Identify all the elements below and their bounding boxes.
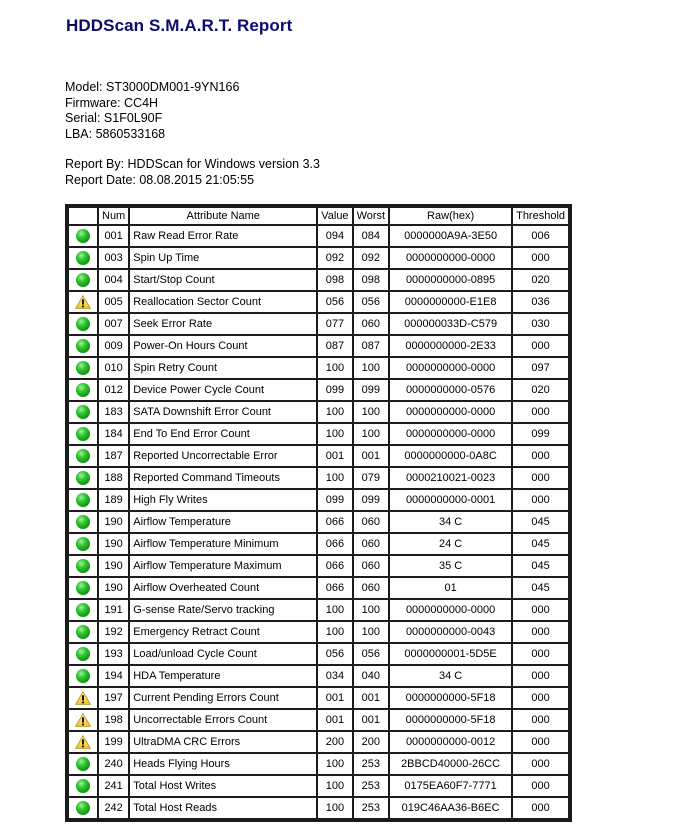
table-row	[69, 292, 568, 312]
raw-cell: 0000000000-0895	[390, 270, 511, 290]
attribute-name-cell: Load/unload Cycle Count	[130, 644, 316, 664]
table-row	[69, 798, 568, 818]
threshold-cell: 000	[513, 776, 568, 796]
raw-cell: 34 C	[390, 512, 511, 532]
num-cell: 007	[99, 314, 128, 334]
value-cell: 100	[318, 468, 351, 488]
ok-status-icon	[76, 361, 90, 375]
attribute-name-cell: Airflow Temperature Maximum	[130, 556, 316, 576]
num-cell: 199	[99, 732, 128, 752]
threshold-cell: 000	[513, 798, 568, 818]
value-cell: 066	[318, 578, 351, 598]
ok-status-icon	[76, 339, 90, 353]
table-row	[69, 754, 568, 774]
table-row	[69, 732, 568, 752]
table-row	[69, 446, 568, 466]
threshold-cell: 097	[513, 358, 568, 378]
threshold-cell: 045	[513, 578, 568, 598]
worst-cell: 253	[354, 776, 389, 796]
ok-status-icon	[76, 229, 90, 243]
threshold-cell: 045	[513, 534, 568, 554]
num-cell: 198	[99, 710, 128, 730]
worst-cell: 099	[354, 490, 389, 510]
attribute-name-cell: Raw Read Error Rate	[130, 226, 316, 246]
value-cell: 077	[318, 314, 351, 334]
table-row	[69, 424, 568, 444]
table-row	[69, 710, 568, 730]
firmware-line: Firmware: CC4H	[65, 95, 159, 110]
ok-status-icon	[76, 625, 90, 639]
status-cell	[69, 556, 97, 576]
ok-status-icon	[76, 669, 90, 683]
ok-status-icon	[76, 251, 90, 265]
num-cell: 197	[99, 688, 128, 708]
threshold-cell: 000	[513, 688, 568, 708]
value-cell: 001	[318, 710, 351, 730]
header-threshold: Threshold	[513, 208, 568, 224]
value-cell: 066	[318, 534, 351, 554]
raw-cell: 0000000000-5F18	[390, 710, 511, 730]
worst-cell: 087	[354, 336, 389, 356]
attribute-name-cell: UltraDMA CRC Errors	[130, 732, 316, 752]
status-cell	[69, 446, 97, 466]
value-cell: 200	[318, 732, 351, 752]
report-title: HDDScan S.M.A.R.T. Report	[66, 16, 293, 35]
status-cell	[69, 732, 97, 752]
status-cell	[69, 226, 97, 246]
value-cell: 066	[318, 512, 351, 532]
num-cell: 193	[99, 644, 128, 664]
ok-status-icon	[76, 537, 90, 551]
raw-cell: 0000000000-5F18	[390, 688, 511, 708]
num-cell: 191	[99, 600, 128, 620]
num-cell: 187	[99, 446, 128, 466]
value-cell: 087	[318, 336, 351, 356]
attribute-name-cell: Start/Stop Count	[130, 270, 316, 290]
header-worst: Worst	[354, 208, 389, 224]
ok-status-icon	[76, 427, 90, 441]
ok-status-icon	[76, 317, 90, 331]
attribute-name-cell: Airflow Overheated Count	[130, 578, 316, 598]
threshold-cell: 045	[513, 556, 568, 576]
raw-cell: 35 C	[390, 556, 511, 576]
value-cell: 099	[318, 380, 351, 400]
num-cell: 190	[99, 578, 128, 598]
threshold-cell: 030	[513, 314, 568, 334]
table-row	[69, 688, 568, 708]
header-value: Value	[318, 208, 351, 224]
ok-status-icon	[76, 779, 90, 793]
threshold-cell: 036	[513, 292, 568, 312]
attribute-name-cell: SATA Downshift Error Count	[130, 402, 316, 422]
worst-cell: 060	[354, 578, 389, 598]
threshold-cell: 000	[513, 644, 568, 664]
threshold-cell: 000	[513, 402, 568, 422]
attribute-name-cell: HDA Temperature	[130, 666, 316, 686]
worst-cell: 200	[354, 732, 389, 752]
threshold-cell: 045	[513, 512, 568, 532]
attribute-name-cell: Power-On Hours Count	[130, 336, 316, 356]
ok-status-icon	[76, 757, 90, 771]
status-cell	[69, 754, 97, 774]
raw-cell: 01	[390, 578, 511, 598]
serial-line: Serial: S1F0L90F	[65, 111, 163, 125]
lba-line: LBA: 5860533168	[65, 126, 166, 141]
threshold-cell: 000	[513, 754, 568, 774]
value-cell: 092	[318, 248, 351, 268]
worst-cell: 001	[354, 688, 389, 708]
num-cell: 241	[99, 776, 128, 796]
status-cell	[69, 248, 97, 268]
num-cell: 184	[99, 424, 128, 444]
table-row	[69, 358, 568, 378]
num-cell: 003	[99, 248, 128, 268]
threshold-cell: 000	[513, 666, 568, 686]
status-cell	[69, 468, 97, 488]
ok-status-icon	[76, 405, 90, 419]
threshold-cell: 020	[513, 380, 568, 400]
worst-cell: 084	[354, 226, 389, 246]
table-row	[69, 336, 568, 356]
ok-status-icon	[76, 603, 90, 617]
status-cell	[69, 776, 97, 796]
attribute-name-cell: Reported Command Timeouts	[130, 468, 316, 488]
table-row	[69, 512, 568, 532]
raw-cell: 0000000000-0001	[390, 490, 511, 510]
attribute-name-cell: Spin Retry Count	[130, 358, 316, 378]
raw-cell: 0000000000-E1E8	[390, 292, 511, 312]
value-cell: 100	[318, 776, 351, 796]
worst-cell: 060	[354, 556, 389, 576]
ok-status-icon	[76, 383, 90, 397]
smart-attributes-table	[65, 204, 572, 822]
status-cell	[69, 666, 97, 686]
raw-cell: 0000000000-0576	[390, 380, 511, 400]
value-cell: 100	[318, 402, 351, 422]
worst-cell: 098	[354, 270, 389, 290]
ok-status-icon	[76, 449, 90, 463]
header-status	[69, 208, 97, 224]
value-cell: 001	[318, 446, 351, 466]
worst-cell: 100	[354, 622, 389, 642]
ok-status-icon	[76, 581, 90, 595]
worst-cell: 056	[354, 644, 389, 664]
worst-cell: 100	[354, 358, 389, 378]
worst-cell: 092	[354, 248, 389, 268]
table-row	[69, 490, 568, 510]
ok-status-icon	[76, 493, 90, 507]
warning-icon	[75, 295, 91, 309]
attribute-name-cell: Reallocation Sector Count	[130, 292, 316, 312]
threshold-cell: 000	[513, 336, 568, 356]
raw-cell: 0000000000-0000	[390, 358, 511, 378]
ok-status-icon	[76, 647, 90, 661]
raw-cell: 0000000000-0000	[390, 402, 511, 422]
attribute-name-cell: Airflow Temperature	[130, 512, 316, 532]
raw-cell: 0000000000-0043	[390, 622, 511, 642]
attribute-name-cell: High Fly Writes	[130, 490, 316, 510]
worst-cell: 100	[354, 402, 389, 422]
raw-cell: 0000000001-5D5E	[390, 644, 511, 664]
value-cell: 094	[318, 226, 351, 246]
value-cell: 100	[318, 798, 351, 818]
worst-cell: 253	[354, 754, 389, 774]
num-cell: 183	[99, 402, 128, 422]
threshold-cell: 000	[513, 468, 568, 488]
table-row	[69, 248, 568, 268]
status-cell	[69, 688, 97, 708]
status-cell	[69, 512, 97, 532]
worst-cell: 056	[354, 292, 389, 312]
table-row	[69, 226, 568, 246]
threshold-cell: 006	[513, 226, 568, 246]
value-cell: 034	[318, 666, 351, 686]
raw-cell: 34 C	[390, 666, 511, 686]
header-attribute-name: Attribute Name	[130, 208, 316, 224]
num-cell: 192	[99, 622, 128, 642]
worst-cell: 100	[354, 600, 389, 620]
attribute-name-cell: Device Power Cycle Count	[130, 380, 316, 400]
num-cell: 190	[99, 556, 128, 576]
worst-cell: 079	[354, 468, 389, 488]
threshold-cell: 099	[513, 424, 568, 444]
num-cell: 242	[99, 798, 128, 818]
attribute-name-cell: Current Pending Errors Count	[130, 688, 316, 708]
value-cell: 100	[318, 358, 351, 378]
table-row	[69, 644, 568, 664]
raw-cell: 0000000000-0000	[390, 600, 511, 620]
raw-cell: 0000000000-0000	[390, 248, 511, 268]
status-cell	[69, 622, 97, 642]
warning-icon	[75, 713, 91, 727]
num-cell: 010	[99, 358, 128, 378]
raw-cell: 0000000000-0A8C	[390, 446, 511, 466]
drive-info	[65, 80, 320, 188]
raw-cell: 019C46AA36-B6EC	[390, 798, 511, 818]
worst-cell: 099	[354, 380, 389, 400]
worst-cell: 253	[354, 798, 389, 818]
worst-cell: 060	[354, 314, 389, 334]
num-cell: 190	[99, 534, 128, 554]
status-cell	[69, 314, 97, 334]
table-row	[69, 314, 568, 334]
attribute-name-cell: Emergency Retract Count	[130, 622, 316, 642]
table-row	[69, 666, 568, 686]
value-cell: 099	[318, 490, 351, 510]
worst-cell: 040	[354, 666, 389, 686]
value-cell: 001	[318, 688, 351, 708]
ok-status-icon	[76, 801, 90, 815]
raw-cell: 2BBCD40000-26CC	[390, 754, 511, 774]
table-row	[69, 556, 568, 576]
table-row	[69, 600, 568, 620]
status-cell	[69, 292, 97, 312]
model-line: Model: ST3000DM001-9YN166	[65, 80, 240, 94]
num-cell: 012	[99, 380, 128, 400]
ok-status-icon	[76, 515, 90, 529]
value-cell: 100	[318, 754, 351, 774]
threshold-cell: 000	[513, 622, 568, 642]
raw-cell: 0000000000-2E33	[390, 336, 511, 356]
raw-cell: 000000033D-C579	[390, 314, 511, 334]
attribute-name-cell: Reported Uncorrectable Error	[130, 446, 316, 466]
table-row	[69, 270, 568, 290]
raw-cell: 0000000000-0012	[390, 732, 511, 752]
value-cell: 100	[318, 600, 351, 620]
status-cell	[69, 270, 97, 290]
status-cell	[69, 578, 97, 598]
ok-status-icon	[76, 471, 90, 485]
status-cell	[69, 490, 97, 510]
status-cell	[69, 798, 97, 818]
attribute-name-cell: Airflow Temperature Minimum	[130, 534, 316, 554]
num-cell: 240	[99, 754, 128, 774]
table-row	[69, 578, 568, 598]
attribute-name-cell: Total Host Writes	[130, 776, 316, 796]
num-cell: 189	[99, 490, 128, 510]
worst-cell: 100	[354, 424, 389, 444]
header-num: Num	[99, 208, 128, 224]
attribute-name-cell: G-sense Rate/Servo tracking	[130, 600, 316, 620]
attribute-name-cell: Heads Flying Hours	[130, 754, 316, 774]
num-cell: 188	[99, 468, 128, 488]
num-cell: 194	[99, 666, 128, 686]
attribute-name-cell: Uncorrectable Errors Count	[130, 710, 316, 730]
table-header-row	[69, 208, 568, 224]
raw-cell: 0175EA60F7-7771	[390, 776, 511, 796]
worst-cell: 060	[354, 534, 389, 554]
attribute-name-cell: Seek Error Rate	[130, 314, 316, 334]
value-cell: 098	[318, 270, 351, 290]
table-row	[69, 380, 568, 400]
raw-cell: 0000000A9A-3E50	[390, 226, 511, 246]
table-row	[69, 776, 568, 796]
status-cell	[69, 644, 97, 664]
threshold-cell: 000	[513, 490, 568, 510]
report-date-line: Report Date: 08.08.2015 21:05:55	[65, 172, 255, 187]
warning-icon	[75, 735, 91, 749]
value-cell: 056	[318, 644, 351, 664]
attribute-name-cell: Spin Up Time	[130, 248, 316, 268]
status-cell	[69, 424, 97, 444]
threshold-cell: 000	[513, 248, 568, 268]
raw-cell: 24 C	[390, 534, 511, 554]
status-cell	[69, 600, 97, 620]
value-cell: 056	[318, 292, 351, 312]
status-cell	[69, 380, 97, 400]
value-cell: 100	[318, 424, 351, 444]
threshold-cell: 020	[513, 270, 568, 290]
worst-cell: 001	[354, 446, 389, 466]
worst-cell: 001	[354, 710, 389, 730]
table-row	[69, 622, 568, 642]
num-cell: 001	[99, 226, 128, 246]
status-cell	[69, 534, 97, 554]
value-cell: 066	[318, 556, 351, 576]
threshold-cell: 000	[513, 446, 568, 466]
header-raw: Raw(hex)	[390, 208, 511, 224]
raw-cell: 0000000000-0000	[390, 424, 511, 444]
report-by-line: Report By: HDDScan for Windows version 3.3	[65, 157, 320, 171]
threshold-cell: 000	[513, 732, 568, 752]
table-row	[69, 534, 568, 554]
status-cell	[69, 710, 97, 730]
warning-icon	[75, 691, 91, 705]
attribute-name-cell: Total Host Reads	[130, 798, 316, 818]
status-cell	[69, 358, 97, 378]
ok-status-icon	[76, 273, 90, 287]
num-cell: 005	[99, 292, 128, 312]
ok-status-icon	[76, 559, 90, 573]
value-cell: 100	[318, 622, 351, 642]
num-cell: 190	[99, 512, 128, 532]
status-cell	[69, 336, 97, 356]
num-cell: 009	[99, 336, 128, 356]
table-row	[69, 468, 568, 488]
threshold-cell: 000	[513, 710, 568, 730]
table-row	[69, 402, 568, 422]
attribute-name-cell: End To End Error Count	[130, 424, 316, 444]
status-cell	[69, 402, 97, 422]
raw-cell: 0000210021-0023	[390, 468, 511, 488]
worst-cell: 060	[354, 512, 389, 532]
num-cell: 004	[99, 270, 128, 290]
threshold-cell: 000	[513, 600, 568, 620]
